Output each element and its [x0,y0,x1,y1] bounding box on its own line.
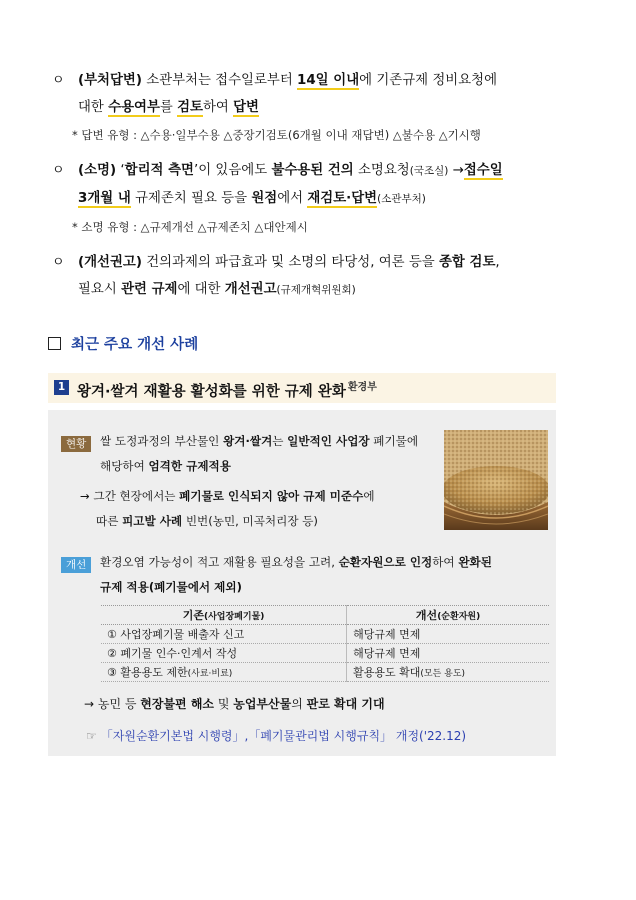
highlight-text: 수용여부 [108,100,160,115]
current-status-detail [80,484,375,534]
case-title-text: 왕겨·쌀겨 재활용 활성화를 위한 규제 완화 [77,384,346,400]
highlight-text: 3개월 내 [78,191,131,206]
highlight-text: 검토 [177,100,203,115]
bold-text: 개선권고 [224,282,277,297]
table-header-row [101,606,549,625]
rice-husk-basket-image [444,430,548,530]
bold-text: 폐기물로 인식되지 않아 규제 미준수 [179,489,364,503]
expected-effect [84,695,385,713]
header-sub-text: (순환자원) [437,612,481,622]
bold-text: 순환자원으로 인정 [338,555,433,569]
text: 의 [291,697,307,711]
text: , [495,255,500,270]
paragraph-line [78,276,572,304]
bold-text: 규제 적용(폐기물에서 제외) [100,580,242,594]
header-text: 개선 [415,609,438,622]
cell-sub-text: (사료·비료) [187,669,233,679]
case-title [77,378,377,401]
bold-text: 완화된 [458,555,492,569]
text: 환경오염 가능성이 적고 재활용 필요성을 고려, [100,555,339,569]
bold-text: 판로 확대 기대 [306,697,385,711]
bold-text: 현장불편 해소 [140,697,215,711]
text-line [100,429,418,454]
table-cell-after [347,644,549,663]
bullet-icon: ㅇ [52,163,65,178]
table-row [101,663,549,682]
cell-text: 해당규제 면제 [353,628,421,641]
paragraph-lead: (개선권고) [78,255,142,270]
text: ‘ [116,163,125,178]
cell-text: ① 사업장폐기물 배출자 신고 [107,628,245,641]
text: 규제존치 필요 등을 [130,191,252,206]
bold-text: 불수용된 건의 [271,163,354,178]
text: 폐기물에 [369,434,419,448]
text: 빈번(농민, 미곡처리장 등) [182,514,318,528]
text-line [100,550,492,575]
text: 에 [363,489,375,503]
cell-text: 활용용도 확대 [353,666,421,679]
note-explain-types: * 소명 유형 : △규제개선 △규제존치 △대안제시 [72,220,308,234]
bold-text: 관련 규제 [121,282,178,297]
header-sub-text: (사업장폐기물) [203,612,265,622]
bold-text: 일반적인 사업장 [287,434,370,448]
law-amendment-note [86,727,466,744]
paragraph-line [78,94,572,121]
text: → 그간 현장에서는 [80,489,180,503]
improvement-tag: 개선 [61,557,91,573]
paragraph-line [78,67,572,94]
text: 건의과제의 파급효과 및 소명의 타당성, 여론 등을 [141,255,439,270]
text: 대한 [78,100,109,115]
highlight-text: 답변 [233,100,259,115]
text: ’이 있음에도 [193,163,272,178]
bold-text: 종합 검토 [439,255,496,270]
paragraph-lead: (소명) [78,163,117,178]
pointing-hand-icon: ☞ [86,729,97,743]
bold-text: 엄격한 규제적용 [148,459,231,473]
text-line [80,484,375,509]
highlight-text: 재검토·답변 [307,191,378,206]
table-cell-after [347,663,549,682]
square-bullet-icon [48,337,61,350]
table-cell-before [101,644,347,663]
law-text: 「자원순환기본법 시행령」,「폐기물관리법 시행규칙」 개정('22.12) [100,729,467,743]
cell-text: 해당규제 면제 [353,647,421,660]
table-cell-before [101,625,347,644]
small-text: (소관부처) [377,193,426,205]
text: 따른 [96,514,123,528]
cell-sub-text: (모든 용도) [420,669,466,679]
paragraph-line [78,157,572,185]
text: 소관부처는 접수일로부터 [141,73,298,88]
table-cell-after [347,625,549,644]
case-ministry: 환경부 [347,382,377,393]
bold-text: 원점 [251,191,278,206]
text-line [96,509,375,534]
table-row [101,625,549,644]
column-header-after [347,606,549,625]
rice-husk-basket-illustration [444,430,548,530]
cell-text: ③ 활용용도 제한 [107,666,188,679]
small-text: (규제개혁위원회) [276,284,356,296]
highlight-text: 접수일 [463,163,503,178]
text: 필요시 [78,282,122,297]
highlight-text: 14일 이내 [297,73,360,88]
cell-text: ② 폐기물 인수·인계서 작성 [107,647,238,660]
text-line [100,454,418,479]
text: 및 [214,697,234,711]
paragraph-department-answer [52,67,572,121]
bold-text: 피고발 사례 [122,514,183,528]
section-title-text: 최근 주요 개선 사례 [71,337,199,353]
bullet-icon: ㅇ [52,73,65,88]
paragraph-recommendation [52,249,572,304]
paragraph-line [78,249,572,276]
column-header-before [101,606,347,625]
paragraph-explanation [52,157,572,213]
bold-text: 합리적 측면 [124,163,194,178]
bold-text: 농업부산물 [233,697,292,711]
text: 쌀 도정과정의 부산물인 [100,434,224,448]
section-title [48,333,198,354]
paragraph-line [78,185,572,213]
text: 는 [272,434,288,448]
improvement-text [100,550,492,600]
current-status-tag: 현황 [61,436,91,452]
text: 해당하여 [100,459,149,473]
current-status-text [100,429,418,479]
case-number-badge: 1 [54,380,69,395]
table-cell-before [101,663,347,682]
small-text: (국조실) [409,165,449,177]
text-line [100,575,492,600]
bold-text: 왕겨·쌀겨 [223,434,273,448]
header-text: 기존 [182,609,204,622]
bullet-icon: ㅇ [52,255,65,270]
text: 하여 [432,555,459,569]
text: 를 [159,100,178,115]
paragraph-lead: (부처답변) [78,73,142,88]
text: 에 대한 [177,282,225,297]
comparison-table [101,605,549,682]
text: → [448,163,464,178]
text: → 농민 등 [84,697,141,711]
note-answer-types: * 답변 유형 : △수용·일부수용 △중장기검토(6개월 이내 재답변) △불수용 △기시행 [72,128,481,142]
text: 하여 [202,100,234,115]
text: 소명요청 [353,163,410,178]
table-row [101,644,549,663]
case-header [48,373,556,403]
text: 에 기존규제 정비요청에 [359,73,498,88]
text: 에서 [277,191,308,206]
